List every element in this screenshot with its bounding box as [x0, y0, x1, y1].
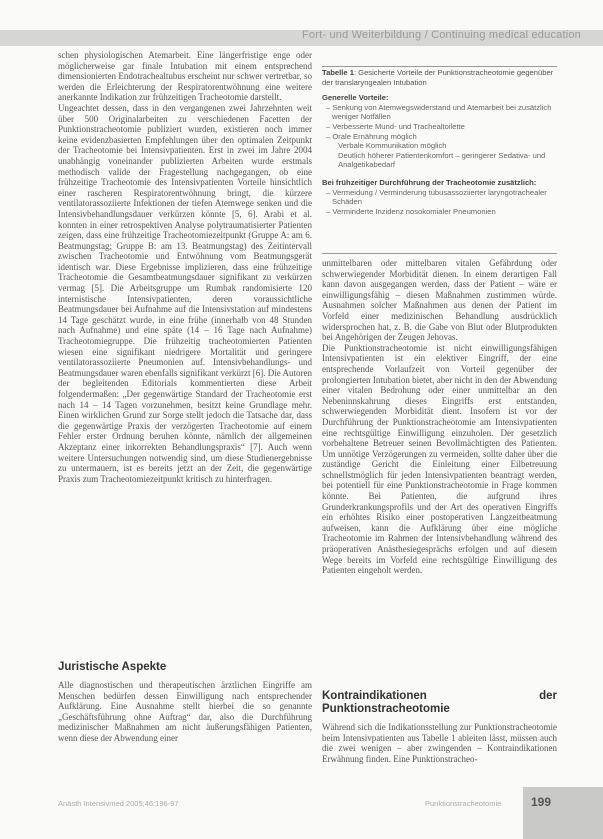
table-item: – Verminderte Inzidenz nosokomialer Pneumonien [326, 206, 496, 216]
table-section-title: Generelle Vorteile: [322, 93, 389, 103]
table-caption: Tabelle 1: Gesicherte Vorteile der Punktionstracheotomie gegenüber der translaryngealen Intubation [322, 68, 554, 87]
table-item: – Verbesserte Mund- und Trachealtoilette [326, 121, 465, 131]
running-title: Fort- und Weiterbildung / Continuing medical education [301, 29, 581, 41]
table-item: – Orale Ernährung möglich [326, 131, 417, 141]
table-caption-text: Gesicherte Vorteile der Punktionstracheotomie gegenüber der translaryngealen Intubation [322, 68, 554, 87]
table-bottom-rule [322, 253, 557, 254]
footer-topic: Punktionstracheotomie [425, 799, 502, 808]
paragraph: unmittelbaren oder mittelbaren vitalen Gefährdung oder schwerwiegender Morbidität dienen. In einem derartigen Fall kann davon ausgegangen werden, dass der Patient – wäre er einwilligungsfähig – diesen Maßnahmen zustimmen würde. Ausnahmen solcher Maßnahmen aus denen der Patient im Vorfeld einer medizinischen Behandlung ausdrücklich widersprochen hat, z. B. die Gabe von Blut oder Blutprodukten bei Angehörigen der Zeugen Jehovas. [322, 258, 557, 343]
table-subitem: Verbale Kommunikation möglich [338, 141, 447, 151]
contraindications-section [322, 688, 557, 786]
paragraph: Alle diagnostischen und therapeutischen ärztlichen Eingriffe am Menschen bedürfen dessen Einwilligung nach entsprechender Aufklärung. Eine Ausnahme stellt hierbei die so genannte „Geschäftsführung ohne Auftrag“ dar, also die Durchführung medizinischer Maßnahmen am nicht äußerungsfähigen Patienten, wenn diese der Abwendung einer [58, 680, 312, 743]
table-caption-label: Tabelle 1 [322, 68, 354, 77]
left-column [58, 50, 312, 662]
table-item: – Vermeidung / Verminderung tubusassoziierter laryngotrachealer Schäden [326, 187, 547, 207]
right-column [322, 258, 557, 658]
table-box [322, 68, 557, 253]
footer-citation: Anästh Intensivmed 2005;46:196-97 [58, 799, 179, 808]
table-subitem: Deutlich höherer Patientenkomfort – geringerer Sedativa- und Analgetikabedarf [338, 150, 546, 170]
table-top-rule [322, 66, 557, 67]
section-heading: Kontraindikationen der Punktionstracheotomie [322, 690, 557, 715]
table-section-title: Bei frühzeitiger Durchführung der Tracheotomie zusätzlich: [322, 177, 537, 187]
table-item: – Senkung von Atemwegswiderstand und Atemarbeit bei zusätzlich weniger Notfällen [326, 102, 552, 122]
paragraph: Die Punktionstracheotomie ist nicht einwilligungsfähigen Intensivpatienten ist ein elektiver Eingriff, der eine entsprechende Vorlaufzeit von Vorteil gegenüber der prolongierten Intubation bietet, aber nicht in den der Abwendung einer vitalen Bedrohung oder einer unmittelbar an den Nebeninnskahrung dieses Eingriffs erst entstanden, schwerwiegenden Morbidität dient. Insofern ist vor der Durchführung der Punktionstracheotomie am Intensivpatienten eine rechtsgültige Einwilligung einzuholen. Der gesetzlich vorbehaltene Betreuer seinen Bevollmächtigten des Patienten. Um unnötige Verzögerungen zu vermeiden, sollte daher über die zuständige Gericht die Einleitung einer Eilbetreuung schnellstmöglich für jeden Intensivpatienten beantragt werden, bei potentiell für eine Punktionstracheotomie in Frage kommen könnte. Bei Patienten, die aufgrund ihres Grunderkrankungsprofils und der Art des operativen Eingriffs ein erhöhtes Risiko einer postoperativen Langzeitbeatmung aufweisen, kann die Aufklärung über eine mögliche Tracheotomie im Rahmen der Intensivbehandlung während des präoperativen Anästhesiegesprächs erfolgen und auf diesem Wege bereits im Vorfeld eine rechtsgültige Einwilligung des Patienten eingeholt werden. [322, 342, 557, 576]
page-number: 199 [531, 795, 552, 809]
paragraph: Ungeachtet dessen, dass in den vergangenen zwei Jahrzehnten weit über 500 Originalarbeiten zu verschiedenen Facetten der Punktionstracheotomie publiziert wurden, existieren noch immer keine evidenzbasierten Empfehlungen über den optimalen Zeitpunkt der Tracheotomie bei Intensivpatienten. Erst in zwei im Jahre 2004 unabhängig voneinander publizierten Arbeiten wurde erstmals methodisch valide der Fragestellung nachgegangen, ob eine frühzeitige Tracheotomie des Intensivpatienten Vorteile hinsichtlich einer rascheren Respiratorentwöhnung bringt, die kürzere ventilatorassoziierte Infektionen der tiefen Atemwege senken und die Intensivbehandlungsdauer verkürzen könnte [5, 6]. Arabi et al. konnten in einer retrospektiven Analyse polytraumatisierter Patienten zeigen, dass eine frühzeitige Tracheotomiezeitpunkt (Gruppe A: am 6. Beatmungstag; Gruppe B: am 13. Beatmungstag) des Zeitintervall zwischen Tracheotomie und Entwöhnung vom Beatmungsgerät identisch war. Diese Ergebnisse implizieren, dass eine frühzeitige Tracheotomie die Gesamtbeatmungsdauer signifikant zu verkürzen vermag [5]. Die Arbeitsgruppe um Rumbak randomisierte 120 internistische Intensivpatienten, deren voraussichtliche Beatmungsdauer bei Aufnahme auf die Intensivstation auf mindestens 14 Tage geschätzt wurde, in eine frühe (innerhalb von 48 Stunden nach Aufnahme) und eine späte (14 – 16 Tage nach Aufnahme) Tracheotomiegruppe. Die frühzeitig tracheotomierten Patienten wiesen eine signifikant niedrigere Mortalität und geringere ventilatorassoziierte Pneumonien auf. Intensivbehandlungs- und Beatmungsdauer waren ebenfalls signifikant verkürzt [6]. Die Autoren der begleitenden Editorials kommentierten diese Arbeit folgendermaßen: „Der gegenwärtige Standard der Tracheotomie erst nach 14 – 14 Tagen vorzunehmen, besitzt keine Grundlage mehr. Einen wirklichen Grund zur Sorge stellt jedoch die Tatsache dar, dass die gegenwärtige Praxis der verzögerten Tracheotomie auf einem Fehler erster Ordnung beruhen könnte, nämlich der allgemeinen Akzeptanz einer inkorrekten Behandlungspraxis“ [7]. Auch wenn weitere Untersuchungen notwendig sind, um diese Studienergebnisse zu untermauern, ist es bereits jetzt an der Zeit, die gegenwärtige Praxis zum Tracheotomiezeitpunkt kritisch zu hinterfragen. [58, 102, 312, 484]
paragraph: Während sich die Indikationsstellung zur Punktionstracheotomie beim Intensivpatienten aus Tabelle 1 ableiten lässt, müssen auch die zwei wenigen – aber zwingenden – Kontraindikationen Erwähnung finden. Eine Punktionstracheo- [322, 722, 557, 764]
paragraph: schen physiologischen Atemarbeit. Eine längerfristige enge oder möglicherweise gar finale Intubation mit einem entsprechend dimensionierten Endotrachealtubus erscheint nur schwer vertretbar, so werden die Erleichterung der Respiratorentwöhnung eine weitere anerkannte Indikation zur frühzeitigen Tracheotomie darstellt. [58, 50, 312, 103]
section-heading: Juristische Aspekte [58, 661, 167, 673]
legal-section [58, 659, 312, 787]
